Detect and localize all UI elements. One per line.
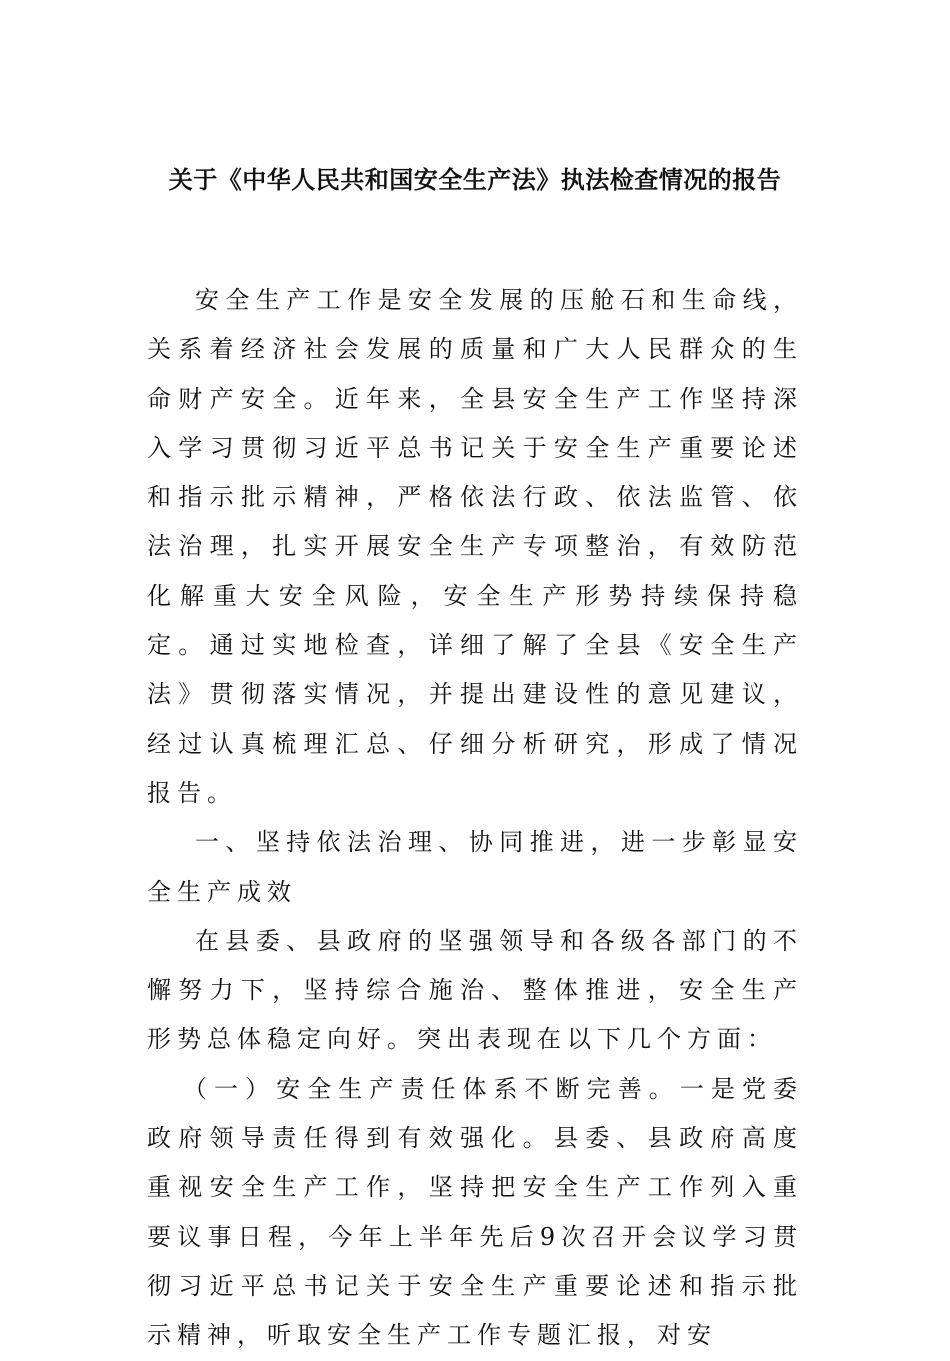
paragraph-overview: 在县委、县政府的坚强领导和各级各部门的不懈努力下，坚持综合施治、整体推进，安全生产形势总体稳定向好。突出表现在以下几个方面：	[147, 926, 803, 1054]
document-body	[147, 276, 803, 1361]
document-title: 关于《中华人民共和国安全生产法》执法检查情况的报告	[168, 165, 782, 194]
paragraph-intro: 安全生产工作是安全发展的压舱石和生命线，关系着经济社会发展的质量和广大人民群众的生命财产安全。近年来，全县安全生产工作坚持深入学习贯彻习近平总书记关于安全生产重要论述和指示批示精神，严格依法行政、依法监管、依法治理，扎实开展安全生产专项整治，有效防范化解重大安全风险，安全生产形势持续保持稳定。通过实地检查，详细了解了全县《安全生产法》贯彻落实情况，并提出建设性的意见建议，经过认真梳理汇总、仔细分析研究，形成了情况报告。	[147, 286, 803, 807]
section-heading-1: 一、坚持依法治理、协同推进，进一步彰显安全生产成效	[147, 828, 803, 906]
paragraph-subsection-1: （一）安全生产责任体系不断完善。一是党委政府领导责任得到有效强化。县委、县政府高度重视安全生产工作，坚持把安全生产工作列入重要议事日程，今年上半年先后9次召开会议学习贯彻习近平总书记关于安全生产重要论述和指示批示精神，听取安全生产工作专题汇报，对安	[147, 1074, 803, 1350]
